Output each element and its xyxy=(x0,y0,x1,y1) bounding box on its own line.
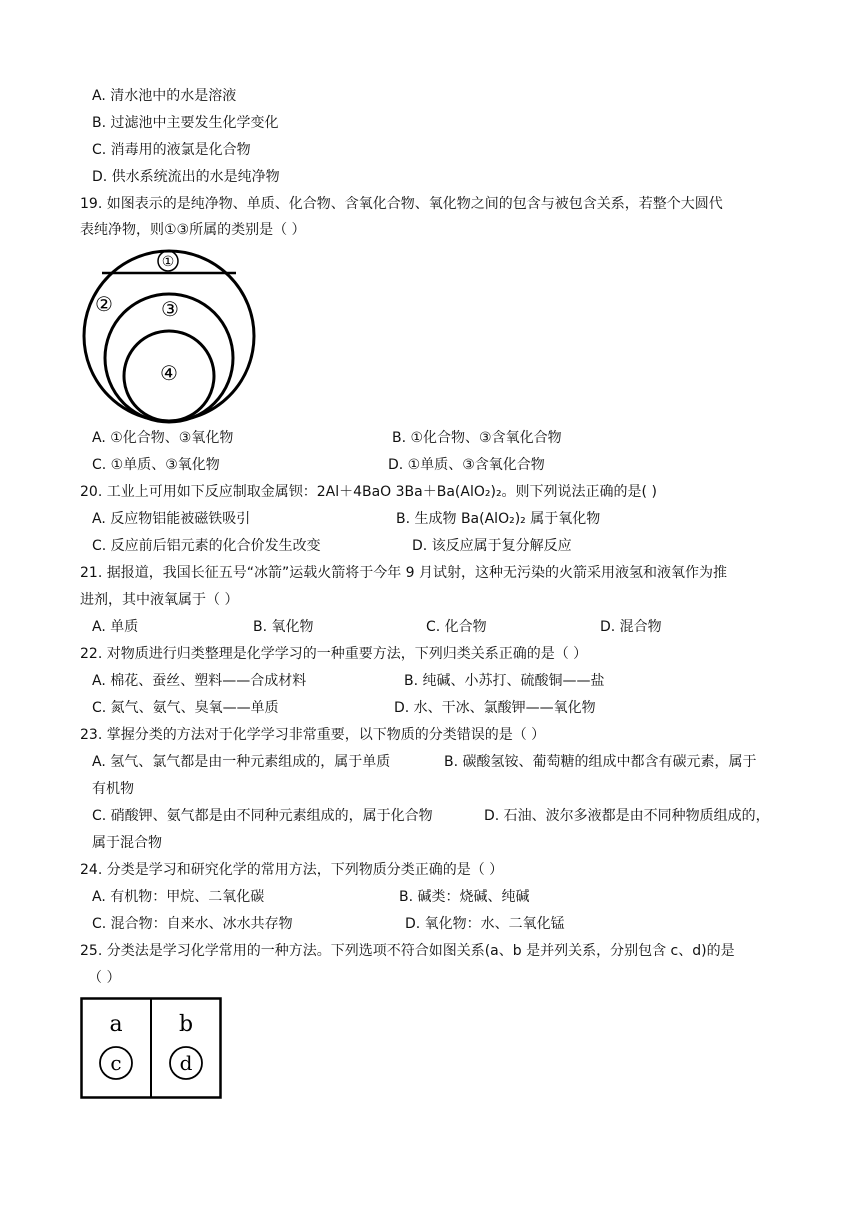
q19-stem-line1: 19. 如图表示的是纯净物、单质、化合物、含氧化合物、氧化物之间的包含与被包含关系，若整个大圆代 xyxy=(80,196,723,212)
q24-option-c: C. 混合物：自来水、冰水共存物 xyxy=(92,916,293,932)
q19-option-b: B. ①化合物、③含氧化合物 xyxy=(392,430,562,446)
q19-nested-circles-figure xyxy=(80,248,258,424)
q25-stem-line2: （ ） xyxy=(88,970,121,986)
q18-option-a: A. 清水池中的水是溶液 xyxy=(92,88,237,104)
svg-text:②: ② xyxy=(95,292,113,316)
q23-option-a: A. 氢气、氯气都是由一种元素组成的，属于单质 xyxy=(92,754,391,770)
label-b: b xyxy=(178,1012,194,1037)
q22-option-b: B. 纯碱、小苏打、硫酸铜——盐 xyxy=(404,673,605,689)
q18-option-b: B. 过滤池中主要发生化学变化 xyxy=(92,115,279,131)
q23-option-d: D. 石油、波尔多液都是由不同种物质组成的， xyxy=(484,808,770,824)
q21-option-b: B. 氧化物 xyxy=(253,619,314,635)
q23-option-d-cont: 属于混合物 xyxy=(92,835,162,851)
q21-option-a: A. 单质 xyxy=(92,619,139,635)
q23-option-b-cont: 有机物 xyxy=(92,781,134,797)
q23-option-b: B. 碳酸氢铵、葡萄糖的组成中都含有碳元素，属于 xyxy=(444,754,757,770)
q19-option-c: C. ①单质、③氧化物 xyxy=(92,457,220,473)
q24-option-b: B. 碱类：烧碱、纯碱 xyxy=(399,889,530,905)
q20-option-a: A. 反应物铝能被磁铁吸引 xyxy=(92,511,251,527)
q20-stem: 20. 工业上可用如下反应制取金属钡：2Al＋4BaO 3Ba＋Ba(AlO₂)₂。则下列说法正确的是( ) xyxy=(80,484,657,500)
q22-stem: 22. 对物质进行归类整理是化学学习的一种重要方法，下列归类关系正确的是（ ） xyxy=(80,646,588,662)
svg-text:④: ④ xyxy=(160,361,178,385)
svg-text:①: ① xyxy=(161,254,175,270)
svg-text:③: ③ xyxy=(161,297,179,321)
label-2 xyxy=(95,292,113,316)
q21-stem-line2: 进剂，其中液氧属于（ ） xyxy=(80,592,239,608)
q22-option-d: D. 水、干冰、氯酸钾——氧化物 xyxy=(394,700,596,716)
q23-option-c: C. 硝酸钾、氨气都是由不同种元素组成的，属于化合物 xyxy=(92,808,433,824)
q24-option-d: D. 氧化物：水、二氧化锰 xyxy=(405,916,565,932)
label-3 xyxy=(161,297,179,321)
q22-option-c: C. 氮气、氨气、臭氧——单质 xyxy=(92,700,279,716)
q20-option-b: B. 生成物 Ba(AlO₂)₂ 属于氧化物 xyxy=(396,511,601,527)
q18-option-d: D. 供水系统流出的水是纯净物 xyxy=(92,169,280,185)
q18-option-c: C. 消毒用的液氯是化合物 xyxy=(92,142,251,158)
q21-option-c: C. 化合物 xyxy=(426,619,487,635)
q25-box-figure xyxy=(80,997,222,1099)
q23-stem: 23. 掌握分类的方法对于化学学习非常重要，以下物质的分类错误的是（ ） xyxy=(80,727,546,743)
label-d: d xyxy=(179,1051,193,1075)
q20-option-c: C. 反应前后铝元素的化合价发生改变 xyxy=(92,538,321,554)
label-a: a xyxy=(109,1012,123,1037)
q24-option-a: A. 有机物：甲烷、二氧化碳 xyxy=(92,889,265,905)
q25-stem-line1: 25. 分类法是学习化学常用的一种方法。下列选项不符合如图关系(a、b 是并列关系，分别包含 c、d)的是 xyxy=(80,943,735,959)
label-c: c xyxy=(110,1051,122,1075)
q19-option-a: A. ①化合物、③氧化物 xyxy=(92,430,234,446)
q21-option-d: D. 混合物 xyxy=(600,619,662,635)
label-4 xyxy=(160,361,178,385)
q24-stem: 24. 分类是学习和研究化学的常用方法，下列物质分类正确的是（ ） xyxy=(80,862,504,878)
q20-option-d: D. 该反应属于复分解反应 xyxy=(412,538,572,554)
q19-option-d: D. ①单质、③含氧化合物 xyxy=(388,457,545,473)
q22-option-a: A. 棉花、蚕丝、塑料——合成材料 xyxy=(92,673,307,689)
q21-stem-line1: 21. 据报道，我国长征五号“冰箭”运载火箭将于今年 9 月试射，这种无污染的火箭采用液氢和液氧作为推 xyxy=(80,565,728,581)
q19-stem-line2: 表纯净物，则①③所属的类别是（ ） xyxy=(80,222,306,238)
